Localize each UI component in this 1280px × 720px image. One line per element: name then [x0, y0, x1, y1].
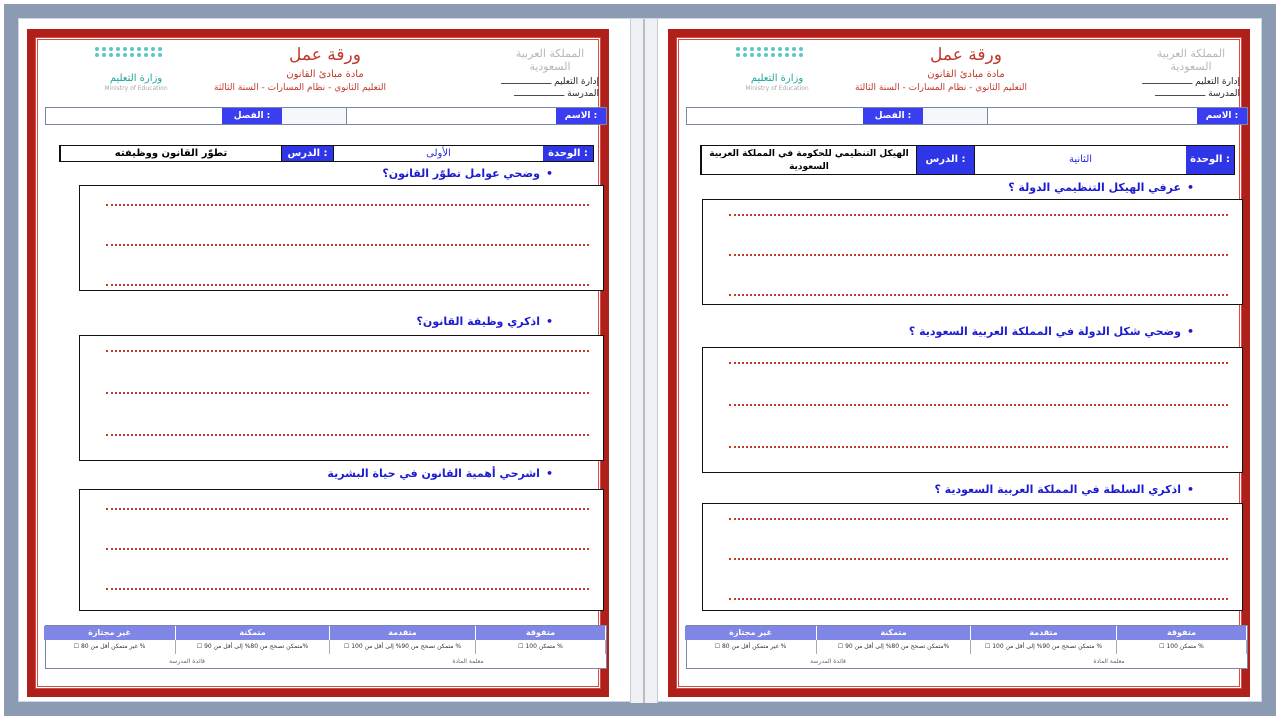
ministry-name-en: Ministry of Education: [745, 85, 809, 92]
criteria-1[interactable]: ☐ متمكن 100 %: [1117, 640, 1247, 654]
answer-box-1[interactable]: [79, 185, 604, 291]
name-field[interactable]: [346, 108, 556, 124]
criteria-4[interactable]: ☐ غير متمكن أقل من 80 %: [685, 640, 817, 654]
level-proficient: متمكنة: [176, 626, 330, 640]
unit-label: الوحدة :: [1186, 146, 1234, 174]
unit-row: [700, 145, 1235, 175]
worksheet-header: [686, 41, 1248, 111]
answer-box-3[interactable]: [702, 503, 1243, 611]
level-advanced: متقدمة: [971, 626, 1117, 640]
criteria-3[interactable]: ☐ متمكن تصحح من 80% إلى أقل من 90%: [176, 640, 330, 654]
unit-value: الأولى: [333, 146, 543, 161]
slide-canvas: [18, 18, 1262, 702]
question-2: •وضحي شكل الدولة في المملكة العربية السعودية ؟: [908, 325, 1194, 338]
lesson-label: الدرس :: [916, 146, 974, 174]
ministry-logo-icon: [95, 47, 165, 67]
unit-row: [59, 145, 594, 162]
answer-box-2[interactable]: [79, 335, 604, 461]
question-3: •اشرحي أهمية القانون في حياة البشرية: [327, 467, 553, 480]
supervisor-signature: قائدة المدرسة: [810, 658, 846, 665]
school-field: المدرسة ـــــــــــــــــــ: [514, 89, 599, 99]
unit-value: الثانية: [974, 146, 1186, 174]
level-not-passed: غير مجتازة: [685, 626, 817, 640]
answer-box-3[interactable]: [79, 489, 604, 611]
name-label: الاسم :: [1197, 108, 1247, 124]
answer-box-1[interactable]: [702, 199, 1243, 305]
worksheet-title: ورقة عمل: [289, 45, 361, 65]
supervisor-signature: قائدة المدرسة: [169, 658, 205, 665]
page-gutter: [630, 19, 658, 703]
ministry-logo-icon: [736, 47, 806, 67]
criteria-2[interactable]: ☐ متمكن تصحح من 90% إلى أقل من 100 %: [971, 640, 1117, 654]
question-1: •عرفي الهيكل التنظيمي الدولة ؟: [1008, 181, 1194, 194]
worksheet-title: ورقة عمل: [930, 45, 1002, 65]
ministry-name-en: Ministry of Education: [104, 85, 168, 92]
name-row: [45, 107, 607, 125]
level-excellent: متفوقة: [476, 626, 606, 640]
level-not-passed: غير مجتازة: [44, 626, 176, 640]
question-3: •اذكري السلطة في المملكة العربية السعودية ؟: [934, 483, 1194, 496]
level-excellent: متفوقة: [1117, 626, 1247, 640]
unit-label: الوحدة :: [543, 146, 593, 161]
criteria-1[interactable]: ☐ متمكن 100 %: [476, 640, 606, 654]
name-label: الاسم :: [556, 108, 606, 124]
question-2: •اذكري وظيفة القانون؟: [416, 315, 553, 328]
track-label: التعليم الثانوي - نظام المسارات - السنة الثالثة: [855, 83, 1027, 93]
education-admin-field: إدارة التعليم ـــــــــــــــــــ: [1142, 77, 1240, 87]
question-1: •وضحي عوامل تطوّر القانون؟: [382, 167, 553, 180]
ministry-name: وزارة التعليم: [750, 73, 804, 84]
class-field[interactable]: [46, 108, 222, 124]
teacher-signature: معلمة المادة: [1093, 658, 1125, 665]
subject-label: مادة مبادئ القانون: [286, 69, 364, 80]
track-label: التعليم الثانوي - نظام المسارات - السنة الثالثة: [214, 83, 386, 93]
class-label: الفصل :: [863, 108, 923, 124]
lesson-value: الهيكل التنظيمي للحكومة في المملكة العربية السعودية: [701, 146, 916, 174]
teacher-signature: معلمة المادة: [452, 658, 484, 665]
level-advanced: متقدمة: [330, 626, 476, 640]
class-label: الفصل :: [222, 108, 282, 124]
kingdom-emblem: المملكة العربية السعودية: [515, 47, 585, 73]
criteria-2[interactable]: ☐ متمكن تصحح من 90% إلى أقل من 100 %: [330, 640, 476, 654]
worksheet-left: [27, 29, 609, 697]
subject-label: مادة مبادئ القانون: [927, 69, 1005, 80]
class-field[interactable]: [687, 108, 863, 124]
criteria-4[interactable]: ☐ غير متمكن أقل من 80 %: [44, 640, 176, 654]
ministry-name: وزارة التعليم: [109, 73, 163, 84]
name-row: [686, 107, 1248, 125]
lesson-label: الدرس :: [281, 146, 333, 161]
level-proficient: متمكنة: [817, 626, 971, 640]
assessment-rubric: [686, 625, 1248, 669]
answer-box-2[interactable]: [702, 347, 1243, 473]
worksheet-right: [668, 29, 1250, 697]
worksheet-header: [45, 41, 607, 111]
education-admin-field: إدارة التعليم ـــــــــــــــــــ: [501, 77, 599, 87]
assessment-rubric: [45, 625, 607, 669]
kingdom-emblem: المملكة العربية السعودية: [1156, 47, 1226, 73]
criteria-3[interactable]: ☐ متمكن تصحح من 80% إلى أقل من 90%: [817, 640, 971, 654]
name-field[interactable]: [987, 108, 1197, 124]
school-field: المدرسة ـــــــــــــــــــ: [1155, 89, 1240, 99]
lesson-value: تطوّر القانون ووظيفته: [60, 146, 281, 161]
